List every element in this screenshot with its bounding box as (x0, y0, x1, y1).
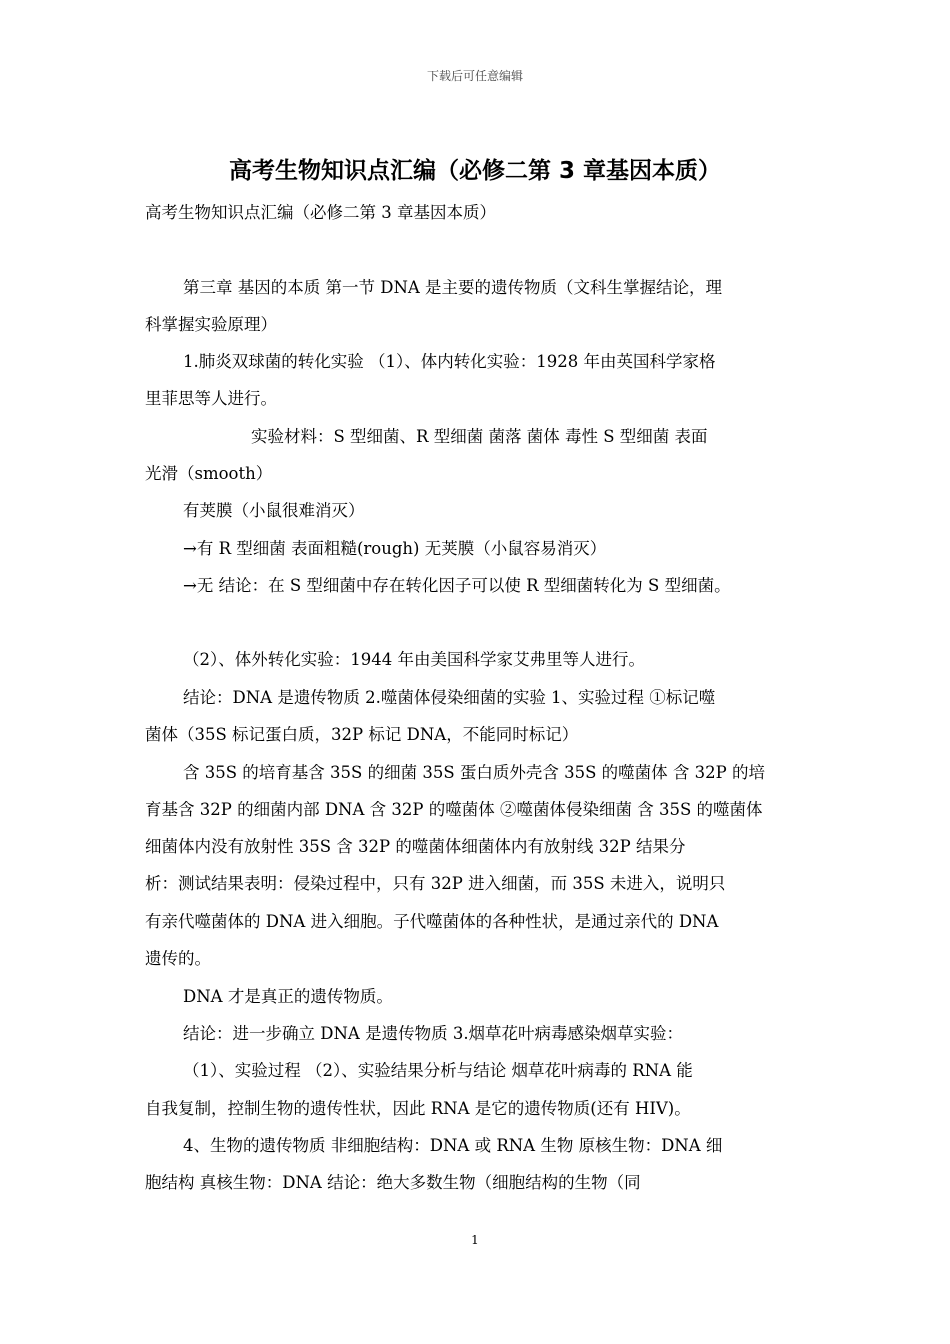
paragraph-line: 结论：进一步确立 DNA 是遗传物质 3.烟草花叶病毒感染烟草实验： (183, 1024, 684, 1043)
subtitle-line: 高考生物知识点汇编（必修二第 3 章基因本质） (145, 203, 496, 222)
paragraph-line: →有 R 型细菌 表面粗糙(rough) 无荚膜（小鼠容易消灭） (183, 539, 607, 558)
paragraph-line: 实验材料：S 型细菌、R 型细菌 菌落 菌体 毒性 S 型细菌 表面 (251, 427, 708, 446)
document-title: 高考生物知识点汇编（必修二第 3 章基因本质） (228, 158, 722, 184)
paragraph-line: 有亲代噬菌体的 DNA 进入细胞。子代噬菌体的各种性状，是通过亲代的 DNA (145, 912, 719, 931)
paragraph-line: 自我复制，控制生物的遗传性状，因此 RNA 是它的遗传物质(还有 HIV)。 (145, 1099, 691, 1118)
paragraph-line: 科掌握实验原理） (145, 315, 277, 334)
paragraph-line: 4、生物的遗传物质 非细胞结构：DNA 或 RNA 生物 原核生物：DNA 细 (183, 1136, 723, 1155)
paragraph-line: 第三章 基因的本质 第一节 DNA 是主要的遗传物质（文科生掌握结论，理 (183, 278, 723, 297)
paragraph-line: DNA 才是真正的遗传物质。 (183, 987, 393, 1006)
header-note: 下载后可任意编辑 (426, 69, 523, 83)
paragraph-line: 遗传的。 (145, 949, 211, 968)
paragraph-line: 细菌体内没有放射性 35S 含 32P 的噬菌体细菌体内有放射线 32P 结果分 (145, 837, 686, 856)
page-number: 1 (471, 1233, 479, 1247)
paragraph-line: 光滑（smooth） (145, 464, 273, 483)
paragraph-line: （1）、实验过程 （2）、实验结果分析与结论 烟草花叶病毒的 RNA 能 (183, 1061, 693, 1080)
paragraph-line: 有荚膜（小鼠很难消灭） (183, 501, 365, 520)
paragraph-line: 析：测试结果表明：侵染过程中，只有 32P 进入细菌，而 35S 未进入，说明只 (145, 874, 726, 893)
paragraph-line: （2）、体外转化实验：1944 年由美国科学家艾弗里等人进行。 (183, 650, 645, 669)
paragraph-line: 里菲思等人进行。 (145, 389, 277, 408)
paragraph-line: 1.肺炎双球菌的转化实验 （1）、体内转化实验：1928 年由英国科学家格 (183, 352, 716, 371)
paragraph-line: 含 35S 的培育基含 35S 的细菌 35S 蛋白质外壳含 35S 的噬菌体 含 32P 的培 (183, 763, 765, 782)
paragraph-line: 结论：DNA 是遗传物质 2.噬菌体侵染细菌的实验 1、实验过程 ①标记噬 (183, 688, 716, 707)
paragraph-line: 菌体（35S 标记蛋白质，32P 标记 DNA，不能同时标记） (145, 725, 579, 744)
paragraph-line: 育基含 32P 的细菌内部 DNA 含 32P 的噬菌体 ②噬菌体侵染细菌 含 35S 的噬菌体 (145, 800, 763, 819)
paragraph-line: 胞结构 真核生物：DNA 结论：绝大多数生物（细胞结构的生物（同 (145, 1173, 641, 1192)
paragraph-line: →无 结论：在 S 型细菌中存在转化因子可以使 R 型细菌转化为 S 型细菌。 (183, 576, 731, 595)
